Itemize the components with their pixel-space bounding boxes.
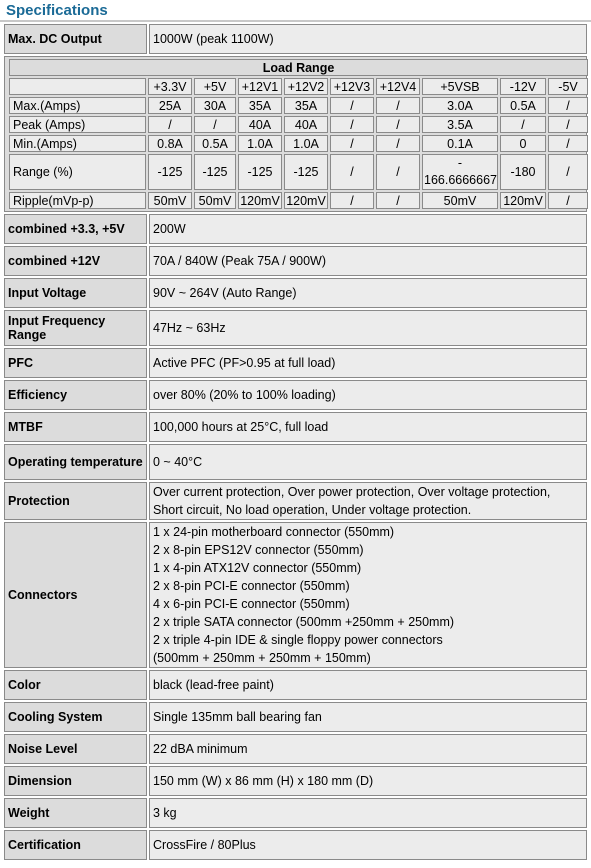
- spec-label: PFC: [4, 348, 147, 378]
- spec-value-line: 4 x 6-pin PCI-E connector (550mm): [153, 597, 350, 611]
- spec-row: [4, 412, 587, 442]
- column-header: +5VSB: [422, 78, 498, 95]
- spec-row-max-dc: [4, 24, 587, 54]
- table-cell: -125: [148, 154, 192, 190]
- spec-value: 200W: [149, 214, 587, 244]
- table-cell: /: [330, 154, 374, 190]
- spec-row: [4, 444, 587, 480]
- table-cell: 3.5A: [422, 116, 498, 133]
- spec-row: [4, 246, 587, 276]
- spec-label: combined +12V: [4, 246, 147, 276]
- spec-label: MTBF: [4, 412, 147, 442]
- load-range-row: [4, 56, 587, 212]
- row-label: Min.(Amps): [9, 135, 146, 152]
- table-cell: /: [330, 97, 374, 114]
- table-cell: 50mV: [194, 192, 236, 209]
- table-cell: 0.8A: [148, 135, 192, 152]
- spec-row: [4, 380, 587, 410]
- column-header: -5V: [548, 78, 588, 95]
- column-header: +3.3V: [148, 78, 192, 95]
- spec-label: Max. DC Output: [4, 24, 147, 54]
- column-header: -12V: [500, 78, 546, 95]
- table-cell: /: [548, 97, 588, 114]
- spec-row: [4, 348, 587, 378]
- table-cell: 0.5A: [194, 135, 236, 152]
- spec-value: over 80% (20% to 100% loading): [149, 380, 587, 410]
- load-range-row: [9, 135, 588, 152]
- table-cell: /: [194, 116, 236, 133]
- spec-label: Efficiency: [4, 380, 147, 410]
- spec-label: Input Voltage: [4, 278, 147, 308]
- table-cell: -125: [194, 154, 236, 190]
- spec-value-line: 1 x 4-pin ATX12V connector (550mm): [153, 561, 362, 575]
- table-cell: /: [330, 116, 374, 133]
- table-cell: 25A: [148, 97, 192, 114]
- spec-value-line: 2 x triple 4-pin IDE & single floppy power connectors: [153, 633, 443, 647]
- row-label: Max.(Amps): [9, 97, 146, 114]
- spec-row: [4, 310, 587, 346]
- table-cell: 120mV: [284, 192, 328, 209]
- spec-row: [4, 522, 587, 668]
- table-cell: 40A: [238, 116, 282, 133]
- table-cell: /: [148, 116, 192, 133]
- spec-value: 1000W (peak 1100W): [149, 24, 587, 54]
- table-cell: 40A: [284, 116, 328, 133]
- spec-label: combined +3.3, +5V: [4, 214, 147, 244]
- column-header: +5V: [194, 78, 236, 95]
- column-header: +12V2: [284, 78, 328, 95]
- table-cell: /: [376, 154, 420, 190]
- table-cell: 120mV: [238, 192, 282, 209]
- spec-label: Color: [4, 670, 147, 700]
- spec-value: 22 dBA minimum: [149, 734, 587, 764]
- spec-value-line: (500mm + 250mm + 250mm + 150mm): [153, 651, 371, 665]
- spec-table: [2, 22, 589, 862]
- load-range-row: [9, 116, 588, 133]
- spec-label: Weight: [4, 798, 147, 828]
- spec-value: 3 kg: [149, 798, 587, 828]
- spec-value: 70A / 840W (Peak 75A / 900W): [149, 246, 587, 276]
- spec-row: [4, 702, 587, 732]
- spec-label: Operating temperature: [4, 444, 147, 480]
- table-cell: -125: [284, 154, 328, 190]
- spec-value-line: 1 x 24-pin motherboard connector (550mm): [153, 525, 395, 539]
- spec-row: [4, 278, 587, 308]
- table-cell: /: [376, 116, 420, 133]
- column-header: +12V1: [238, 78, 282, 95]
- load-range-table: [7, 57, 590, 211]
- section-title: Specifications: [0, 0, 591, 22]
- spec-label: Input Frequency Range: [4, 310, 147, 346]
- row-label: Peak (Amps): [9, 116, 146, 133]
- table-cell: 0.5A: [500, 97, 546, 114]
- table-cell: 1.0A: [238, 135, 282, 152]
- spec-row: [4, 766, 587, 796]
- spec-value: 0 ~ 40°C: [149, 444, 587, 480]
- spec-label: Certification: [4, 830, 147, 860]
- load-range-row: [9, 154, 588, 190]
- spec-row: [4, 214, 587, 244]
- table-cell: 120mV: [500, 192, 546, 209]
- spec-value-line: Over current protection, Over power protection, Over voltage protection,: [153, 485, 551, 499]
- spec-row: [4, 482, 587, 520]
- table-cell: 3.0A: [422, 97, 498, 114]
- spec-value: Active PFC (PF>0.95 at full load): [149, 348, 587, 378]
- spec-value: 47Hz ~ 63Hz: [149, 310, 587, 346]
- column-header: +12V3: [330, 78, 374, 95]
- table-cell: 50mV: [422, 192, 498, 209]
- spec-value-line: 2 x 8-pin EPS12V connector (550mm): [153, 543, 364, 557]
- spec-row: [4, 798, 587, 828]
- table-cell: -180: [500, 154, 546, 190]
- spec-value: CrossFire / 80Plus: [149, 830, 587, 860]
- column-header: +12V4: [376, 78, 420, 95]
- spec-value: 90V ~ 264V (Auto Range): [149, 278, 587, 308]
- table-cell: /: [330, 135, 374, 152]
- table-cell: /: [548, 192, 588, 209]
- table-cell: /: [330, 192, 374, 209]
- spec-value-line: 2 x 8-pin PCI-E connector (550mm): [153, 579, 350, 593]
- table-cell: /: [548, 116, 588, 133]
- table-cell: 0.1A: [422, 135, 498, 152]
- load-range-row: [9, 97, 588, 114]
- spec-label: Connectors: [4, 522, 147, 668]
- spec-row: [4, 734, 587, 764]
- row-label: Range (%): [9, 154, 146, 190]
- load-range-title-row: [9, 59, 588, 76]
- spec-value-line: 2 x triple SATA connector (500mm +250mm + 250mm): [153, 615, 455, 629]
- spec-label: Dimension: [4, 766, 147, 796]
- table-cell: - 166.6666667: [422, 154, 498, 190]
- spec-row: [4, 830, 587, 860]
- spec-value: 100,000 hours at 25°C, full load: [149, 412, 587, 442]
- spec-label: Noise Level: [4, 734, 147, 764]
- spec-value: Single 135mm ball bearing fan: [149, 702, 587, 732]
- spec-label: Protection: [4, 482, 147, 520]
- load-range-section: [4, 56, 587, 212]
- row-label: Ripple(mVp-p): [9, 192, 146, 209]
- column-header: [9, 78, 146, 95]
- table-cell: 50mV: [148, 192, 192, 209]
- table-cell: 35A: [238, 97, 282, 114]
- load-range-row: [9, 192, 588, 209]
- table-cell: 0: [500, 135, 546, 152]
- table-cell: /: [376, 135, 420, 152]
- spec-value: [149, 482, 587, 520]
- spec-row: [4, 670, 587, 700]
- spec-label: Cooling System: [4, 702, 147, 732]
- table-cell: 35A: [284, 97, 328, 114]
- spec-value-line: Short circuit, No load operation, Under voltage protection.: [153, 503, 472, 517]
- table-cell: -125: [238, 154, 282, 190]
- load-range-header-row: [9, 78, 588, 95]
- load-range-title: Load Range: [9, 59, 588, 76]
- table-cell: /: [376, 192, 420, 209]
- table-cell: /: [500, 116, 546, 133]
- table-cell: /: [548, 135, 588, 152]
- table-cell: /: [548, 154, 588, 190]
- table-cell: /: [376, 97, 420, 114]
- spec-value: [149, 522, 587, 668]
- spec-value: black (lead-free paint): [149, 670, 587, 700]
- spec-value: 150 mm (W) x 86 mm (H) x 180 mm (D): [149, 766, 587, 796]
- table-cell: 30A: [194, 97, 236, 114]
- table-cell: 1.0A: [284, 135, 328, 152]
